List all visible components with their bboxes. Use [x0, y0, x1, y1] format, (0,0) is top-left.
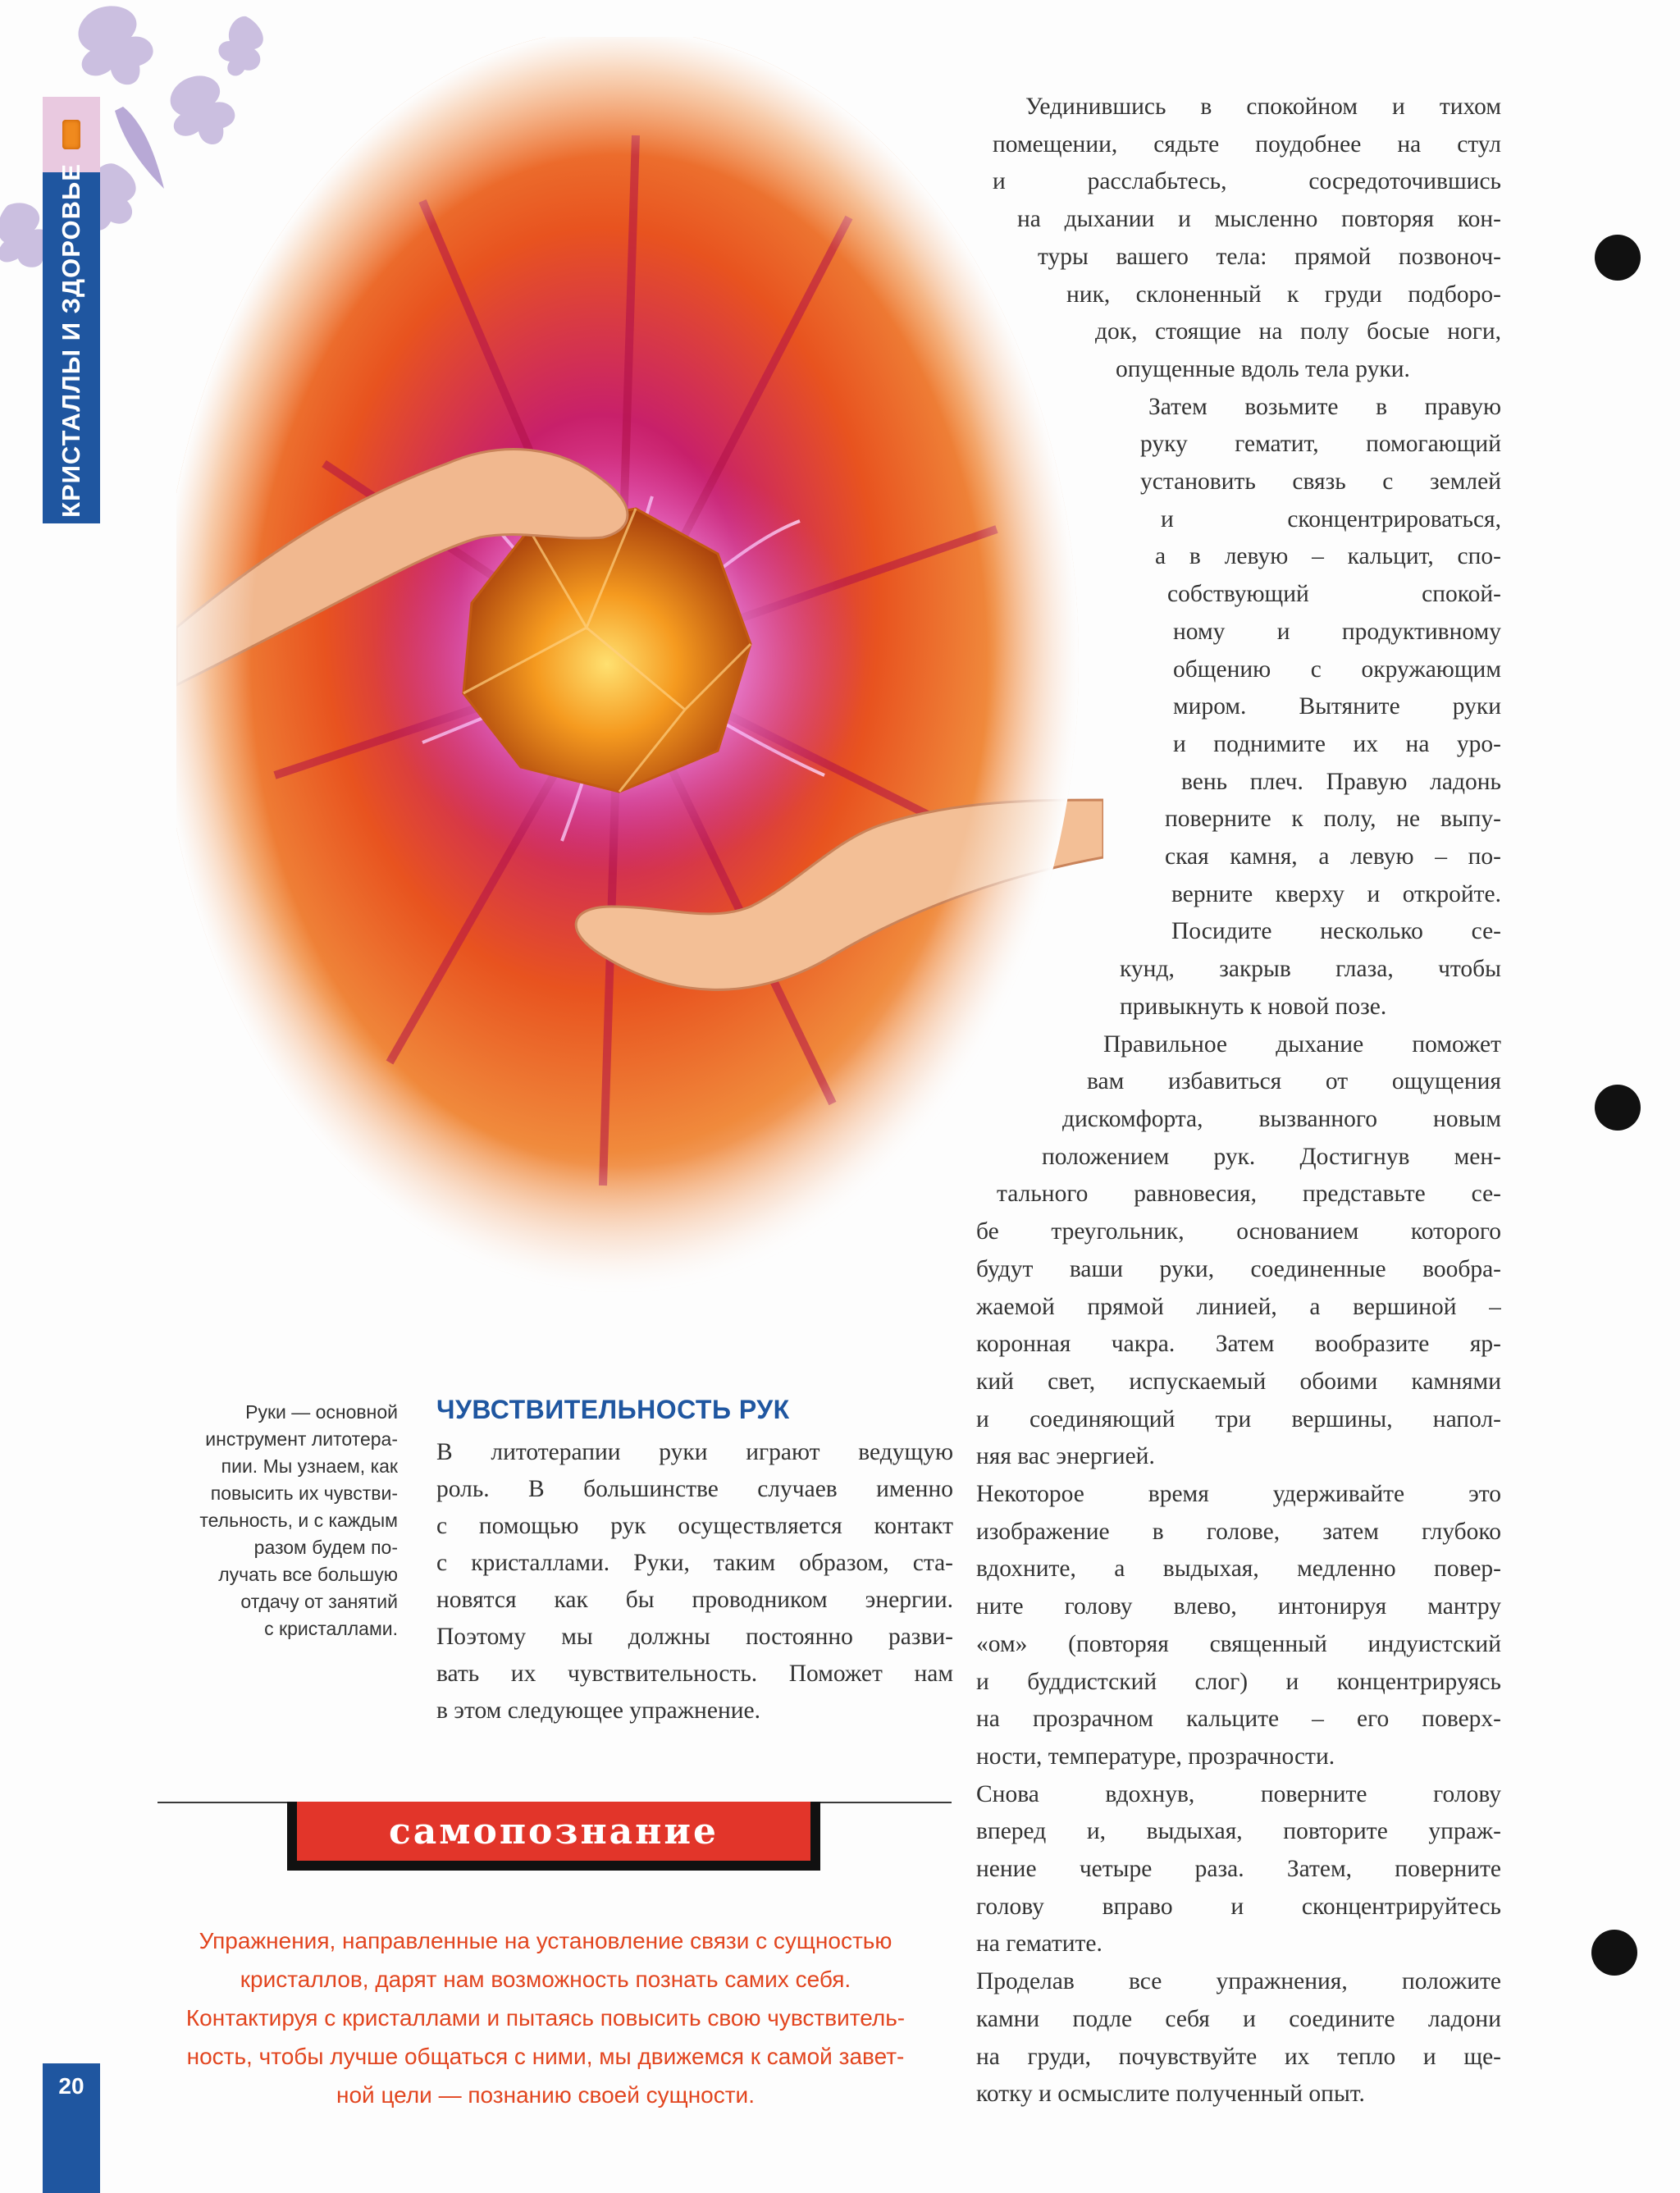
body-text-line: Правильное дыхание поможет: [1103, 1030, 1501, 1058]
body-text-line: общению с окружающим: [1173, 656, 1501, 683]
body-text-line: ская камня, а левую – по-: [1165, 843, 1501, 870]
orange-gem-icon: [62, 120, 80, 149]
body-text-line: положением рук. Достигнув мен-: [1042, 1143, 1501, 1170]
body-text-line: и буддистский слог) и концентрируясь: [976, 1668, 1501, 1695]
body-text-line: котку и осмыслите полученный опыт.: [976, 2081, 1365, 2108]
caption-line: отдачу от занятий: [240, 1591, 398, 1612]
body-text-line: ному и продуктивному: [1173, 618, 1501, 645]
body-text-line: кий свет, испускаемый обоими камнями: [976, 1368, 1501, 1395]
body-text-line: туры вашего тела: прямой позвоноч-: [1038, 243, 1501, 270]
section-body-line: В литотерапии руки играют ведущую: [436, 1439, 953, 1465]
body-text-line: коронная чакра. Затем вообразите яр-: [976, 1331, 1501, 1358]
body-text-line: установить связь с землей: [1140, 468, 1501, 496]
caption-line: пии. Мы узнаем, как: [221, 1455, 398, 1477]
body-text-line: собствующий спокой-: [1167, 581, 1501, 608]
body-text-line: на дыхании и мысленно повторяя кон-: [1017, 206, 1501, 233]
body-text-line: руку гематит, помогающий: [1140, 431, 1501, 458]
body-text-line: Некоторое время удерживайте это: [976, 1481, 1501, 1508]
intro-text: [148, 1921, 943, 2114]
body-text-line: на гематите.: [976, 1930, 1102, 1958]
body-text-line: дискомфорта, вызванного новым: [1062, 1105, 1501, 1132]
body-text-line: верните кверху и откройте.: [1171, 880, 1501, 907]
section-title-text: КРИСТАЛЛЫ И ЗДОРОВЬЕ: [57, 163, 86, 518]
body-text-line: голову вправо и сконцентрируйтесь: [976, 1893, 1501, 1920]
section-body: [436, 1434, 953, 1729]
intro-line: Контактируя с кристаллами и пытаясь повысить свою чувствитель-: [185, 2005, 906, 2031]
section-body-line: с помощью рук осуществляется контакт: [436, 1513, 953, 1539]
page-number: 20: [58, 2073, 84, 2099]
body-text-line: жаемой прямой линией, а вершиной –: [976, 1293, 1501, 1320]
body-text-line: вперед и, выдыхая, повторите упраж-: [976, 1818, 1501, 1845]
caption-line: инструмент литотера-: [205, 1428, 398, 1450]
caption-line: Руки — основной: [245, 1401, 398, 1423]
body-text-line: и сконцентрироваться,: [1161, 505, 1501, 532]
banner-title: самопознание: [388, 1810, 719, 1853]
body-text-line: тального равновесия, представьте се-: [997, 1181, 1501, 1208]
intro-line: ность, чтобы лучше общаться с ними, мы движемся к самой завет-: [186, 2044, 905, 2069]
body-text-line: а в левую – кальцит, спо-: [1155, 543, 1501, 570]
body-text-line: миром. Вытяните руки: [1173, 693, 1501, 720]
section-body-line: новятся как бы проводником энергии.: [436, 1587, 953, 1613]
body-text-line: ник, склоненный к груди подборо-: [1066, 281, 1501, 308]
body-text-line: и поднимите их на уро-: [1173, 730, 1501, 757]
body-text-line: Снова вдохнув, поверните голову: [976, 1780, 1501, 1807]
caption-line: повысить их чувстви-: [210, 1483, 398, 1504]
section-body-line: с кристаллами. Руки, таким образом, ста-: [436, 1550, 953, 1576]
intro-line: Упражнения, направленные на установление связи с сущностью: [199, 1928, 892, 1953]
crystal-hands-photo: [176, 37, 1103, 1333]
body-text-line: изображение в голове, затем глубоко: [976, 1518, 1501, 1545]
binder-hole: [1595, 1085, 1641, 1131]
body-text-line: камни подле себя и соедините ладони: [976, 2005, 1501, 2032]
body-text-line: нение четыре раза. Затем, поверните: [976, 1856, 1501, 1883]
banner-fill: [297, 1802, 810, 1861]
body-text-line: Посидите несколько се-: [1171, 918, 1501, 945]
body-text-line: ните голову влево, интонируя мантру: [976, 1593, 1501, 1620]
caption-line: разом будем по-: [253, 1537, 398, 1558]
body-text-line: вам избавиться от ощущения: [1087, 1068, 1501, 1095]
body-text-line: Затем возьмите в правую: [1148, 393, 1501, 420]
body-text-line: док, стоящие на полу босые ноги,: [1095, 318, 1501, 345]
body-text-line: на груди, почувствуйте их тепло и ще-: [976, 2043, 1501, 2070]
body-text-line: и соединяющий три вершины, напол-: [976, 1405, 1501, 1432]
section-body-line: в этом следующее упражнение.: [436, 1697, 760, 1724]
caption-line: с кристаллами.: [264, 1618, 398, 1639]
body-text-line: поверните к полу, не выпу-: [1165, 806, 1501, 833]
binder-hole: [1591, 1930, 1637, 1976]
gem-tab-icon: [43, 97, 100, 172]
section-heading: ЧУВСТВИТЕЛЬНОСТЬ РУК: [436, 1395, 790, 1424]
body-text-line: Уединившись в спокойном и тихом: [1025, 94, 1501, 120]
body-text-line: ности, температуре, прозрачности.: [976, 1743, 1335, 1770]
right-column-text: [976, 89, 1509, 2113]
body-text-line: на прозрачном кальците – его поверх-: [976, 1706, 1501, 1733]
intro-line: кристаллов, дарят нам возможность познать самих себя.: [240, 1967, 851, 1992]
body-text-line: вдохните, а выдыхая, медленно повер-: [976, 1556, 1501, 1583]
photo-caption: [148, 1399, 398, 1642]
body-text-line: няя вас энергией.: [976, 1443, 1155, 1470]
body-text-line: привыкнуть к новой позе.: [1120, 993, 1387, 1020]
binder-hole: [1595, 235, 1641, 281]
section-body-line: вать их чувствительность. Поможет нам: [436, 1661, 953, 1687]
section-body-line: роль. В большинстве случаев именно: [436, 1476, 953, 1502]
body-text-line: бе треугольник, основанием которого: [976, 1218, 1501, 1245]
intro-line: ной цели — познанию своей сущности.: [336, 2082, 755, 2108]
body-text-line: вень плеч. Правую ладонь: [1181, 768, 1501, 795]
body-text-line: помещении, сядьте поудобнее на стул: [993, 130, 1501, 158]
caption-line: тельность, и с каждым: [199, 1510, 398, 1531]
body-text-line: и расслабьтесь, сосредоточившись: [993, 168, 1501, 195]
section-body-line: Поэтому мы должны постоянно разви-: [436, 1624, 953, 1650]
body-text-line: опущенные вдоль тела руки.: [1116, 355, 1410, 382]
section-title-vertical: [43, 163, 100, 518]
banner: [287, 1802, 820, 1871]
body-text-line: будут ваши руки, соединенные вообра-: [976, 1255, 1501, 1282]
body-text-line: Проделав все упражнения, положите: [976, 1968, 1501, 1995]
body-text-line: кунд, закрыв глаза, чтобы: [1120, 956, 1501, 983]
body-text-line: «ом» (повторяя священный индуистский: [976, 1630, 1501, 1657]
caption-line: лучать все большую: [218, 1564, 398, 1585]
